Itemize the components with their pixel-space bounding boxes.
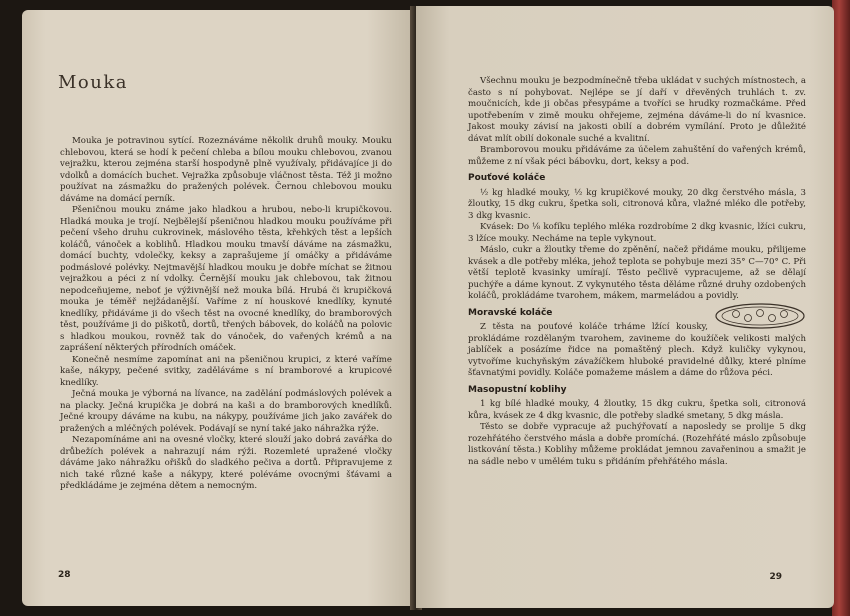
right-page bbox=[416, 6, 834, 608]
page-number: 29 bbox=[769, 572, 782, 582]
paragraph: Konečně nesmíme zapomínat ani na pšeničnou krupici, z které vaříme kaše, nákypy, pečené svitky, zaděláváme s ní bramborové a krupicové knedlíky. bbox=[60, 354, 392, 388]
paragraph: Pšeničnou mouku známe jako hladkou a hrubou, nebo-li krupičkovou. Hladká mouka je trojí. Nejbělejší pšeničnou hladkou mouku používáme při pečení všeho druhu cukrovinek, máslového těsta, křehkých těst a lepších koláčů, vánoček a koblihů. Hladkou mouku tmavší dáváme na zásmažku, domácí buchty, vdolečky, keksy a zaprašujeme jí omáčky a přidáváme podmáslové polévky. Nejtmavější hladkou mouku je dobře míchat se žitnou vejražkou a péci z ní vdolky. Černější mouku jak chlebovou, tak žitnou nepodceňujeme, neboť je výživnější než mouka bílá. Hrubá či krupičková mouka je téměř nejžádanější. Vaříme z ní houskové knedlíky, kynuté knedlíky, přidáváme ji do všech těst na ovocné knedlíky, do bramborových těst, používáme ji do piškotů, dortů, třených bábovek, do koláčů na polovic s hladkou moukou, rovněž tak do vánoček, do vařených krémů a na zaprášení některých přírodních omáček. bbox=[60, 205, 392, 353]
paragraph: Nezapomínáme ani na ovesné vločky, které slouží jako dobrá zavářka do drůbežích polévek a nahrazují nám rýži. Rozemleté upražené vločky dáváme jako náhražku ořišků do sladkého pečiva a dortů. Připravujeme z nich také různé kaše a nákypy, které poléváme ovocnými šťávami a předkládáme je zejména dětem a nemocným. bbox=[60, 435, 392, 491]
book-cover-edge bbox=[832, 0, 850, 616]
paragraph: Všechnu mouku je bezpodmínečně třeba ukládat v suchých místnostech, a často s ní pohybovat. Nejlépe se jí daří v dřevěných truhlách t. zv. moučnicích, kde ji občas přesypáme a tvoříci se hrudky rozmačkáme. Před upotřebením v zimě mouku ohřejeme, zejména dáváme-li do ní kvasnice. Jakost mouky závisí na jakosti obilí a dobrém vymílání. Proto je důležité dávat mlít obilí dokonale suché a kvalitní. bbox=[468, 76, 806, 144]
paragraph: Těsto se dobře vypracuje až puchýřovatí a naposledy se prolije 5 dkg rozehřátého čerstvého másla a dobře promíchá. (Rozehřáté máslo způsobuje listkování těsta.) Koblihy můžeme prokládat jemnou zavařeninou a smažit je na sádle nebo v umělém tuku s přidáním přehřátého másla. bbox=[468, 422, 806, 467]
paragraph: 1 kg bílé hladké mouky, 4 žloutky, 15 dkg cukru, špetka soli, citronová kůra, kvásek ze 4 dkg kvasnic, dle potřeby sladké smetany, 5 dkg másla. bbox=[468, 399, 806, 421]
right-page-text bbox=[468, 76, 806, 468]
paragraph: Kvásek: Do ⅛ kofíku teplého mléka rozdrobíme 2 dkg kvasnic, lžíci cukru, 3 lžíce mouky. Necháme na teple vykynout. bbox=[468, 222, 806, 244]
recipe-heading: Moravské koláče bbox=[468, 307, 553, 318]
pastry-tray-illustration bbox=[714, 301, 806, 331]
recipe-heading: Pouťové koláče bbox=[468, 173, 546, 183]
paragraph: Z těsta na pouťové koláče trháme lžící kousky, prokládáme rozdělaným tvarohem, zavineme do koužíček velikosti malých jablíček a posázíme řidce na pomaštěný plech. Když kuličky vykynou, vytvoříme kuchyňským závažíčkem hluboké pravidelné důlky, které plníme šťavnatými povidly. Koláče pomažeme máslem a dáme do růžova péci. bbox=[468, 322, 806, 378]
paragraph: Mouka je potravinou sytící. Rozeznáváme několik druhů mouky. Mouku chlebovou, která se hodí k pečení chleba a bílou mouku chlebovou, zvanou vejražku, kterou zejména starší hospodyně plně využívaly, přidávajíce ji do vdolků a domácích buchet. Vejražka způsobuje vláčnost těsta. Též ji možno používat na zásmažku do pražených polévek. Černou chlebovou mouku dáváme na domácí perník. bbox=[60, 136, 392, 204]
left-page-text bbox=[60, 136, 392, 493]
paragraph: Máslo, cukr a žloutky třeme do zpěnění, načež přidáme mouku, přilijeme kvásek a dle potřeby mléka, jehož teplota se pohybuje mezi 35° C—70° C. Při větší teplotě kvasinky umírají. Těsto pečlivě vypracujeme, až se dělají puchýře a dáme kynout. Z vykynutého těsta děláme různé druhy ozdobených koláčů, prokládáme tvarohem, mákem, marmeládou a povidly. bbox=[468, 245, 806, 301]
paragraph: Bramborovou mouku přidáváme za účelem zahuštění do vařených krémů, můžeme z ní však péci bábovku, dort, keksy a pod. bbox=[468, 145, 806, 167]
page-title: Mouka bbox=[58, 72, 128, 93]
left-page bbox=[22, 10, 414, 606]
page-number: 28 bbox=[58, 570, 71, 580]
paragraph: Ječná mouka je výborná na lívance, na zadělání podmáslových polévek a na placky. Ječná krupička je dobrá na kaši a do bramborových knedlíků. Ječné kroupy dáváme na kubu, na nákypy, používáme jich jako zavářek do pražených a mléčných polévek. Podávají se nyní také jako náhražka rýže. bbox=[60, 389, 392, 434]
recipe-heading: Masopustní koblihy bbox=[468, 384, 567, 395]
paragraph: ½ kg hladké mouky, ½ kg krupičkové mouky, 20 dkg čerstvého másla, 3 žloutky, 15 dkg cukru, špetka soli, citronová kůra, vlažné mléko dle potřeby, 3 dkg kvasnic. bbox=[468, 187, 806, 221]
